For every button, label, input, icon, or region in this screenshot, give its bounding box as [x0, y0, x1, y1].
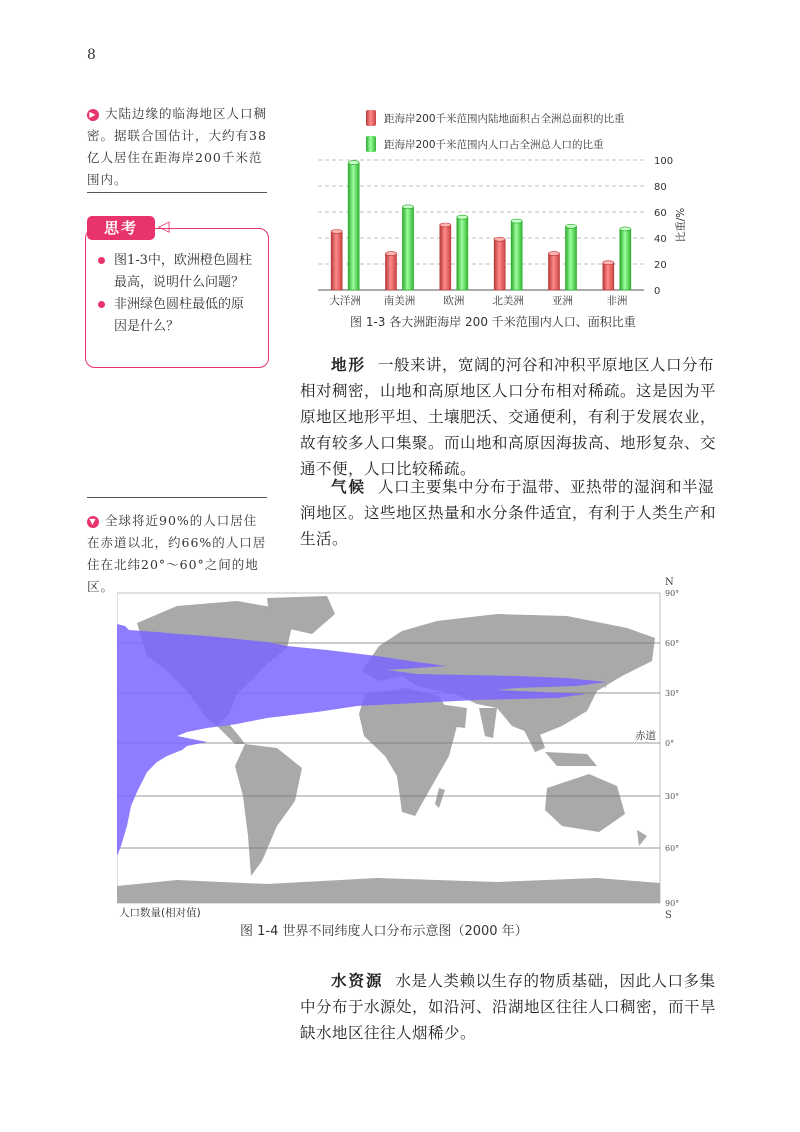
x-tick-label: 欧洲 [443, 295, 465, 307]
bar-area [494, 237, 505, 290]
bar-body [566, 226, 577, 290]
paragraph-text: 一般来讲，宽阔的河谷和冲积平原地区人口分布相对稠密，山地和高原地区人口分布相对稀疏。这是因为平原地区地形平坦、土壤肥沃、交通便利，有利于发展农业，故有较多人口集聚。而山地和高原因海拔高、地形复杂、交通不便，人口比较稀疏。 [300, 356, 717, 478]
latitude-label: 90° [665, 899, 680, 908]
bar-body [549, 254, 560, 290]
bar-chart [300, 100, 720, 340]
bar-body [403, 207, 414, 290]
bar-area [386, 252, 397, 290]
legend-label: 距海岸200千米范围内陆地面积占全洲总面积的比重 [384, 113, 625, 125]
paragraph-terrain [300, 352, 720, 482]
bar-body [603, 263, 614, 290]
bar-population [511, 219, 522, 290]
latitude-label: 30° [665, 792, 680, 801]
page-number: 8 [87, 47, 96, 63]
divider [87, 497, 267, 498]
legend-swatch [366, 110, 376, 126]
side-note-text: 大陆边缘的临海地区人口稠密。据联合国估计，大约有38亿人居住在距海岸200千米范围内。 [87, 106, 268, 187]
bar-cap [549, 252, 560, 256]
bar-cap [403, 205, 414, 209]
bar-cap [511, 219, 522, 223]
latitude-label: 60° [665, 639, 680, 648]
triangle-down-icon: ▼ [87, 516, 99, 528]
paragraph-text: 人口主要集中分布于温带、亚热带的湿润和半湿润地区。这些地区热量和水分条件适宜，有利于人类生产和生活。 [300, 478, 717, 548]
south-label: S [665, 910, 672, 921]
paragraph-climate [300, 474, 720, 552]
bar-body [457, 217, 468, 290]
latitude-label: 60° [665, 844, 680, 853]
bar-cap [620, 227, 631, 231]
bar-body [440, 225, 451, 290]
chart-title: 图 1-3 各大洲距海岸 200 千米范围内人口、面积比重 [350, 315, 636, 329]
side-note-text: 全球将近90%的人口居住在赤道以北，约66%的人口居住在北纬20°～60°之间的地区。 [87, 513, 267, 594]
bar-cap [494, 237, 505, 241]
y-tick-label: 60 [654, 208, 667, 219]
x-tick-label: 大洋洲 [329, 295, 361, 307]
keyword-terrain: 地形 [331, 356, 367, 374]
x-tick-label: 亚洲 [552, 295, 573, 307]
world-population-latitude-map [117, 576, 687, 921]
paragraph-water [300, 968, 720, 1046]
bar-cap [348, 161, 359, 165]
legend-label: 人口数量(相对值) [119, 907, 201, 919]
bar-area [603, 261, 614, 290]
bar-cap [603, 261, 614, 265]
side-note-coastal-population [87, 103, 267, 191]
bar-body [494, 239, 505, 290]
bar-cap [457, 215, 468, 219]
bar-body [386, 254, 397, 290]
think-question-list [96, 250, 256, 338]
bar-area [549, 252, 560, 290]
bar-cap [440, 223, 451, 227]
north-label: N [665, 577, 674, 588]
think-question: 图1-3中，欧洲橙色圆柱最高，说明什么问题？ [96, 250, 256, 294]
bar-cap [386, 252, 397, 256]
x-tick-label: 北美洲 [492, 295, 524, 307]
divider [87, 192, 267, 193]
bar-body [511, 221, 522, 290]
bar-population [620, 227, 631, 290]
y-tick-label: 100 [654, 156, 674, 167]
keyword-water: 水资源 [331, 972, 384, 990]
map-caption: 图 1-4 世界不同纬度人口分布示意图（2000 年） [240, 924, 528, 939]
y-tick-label: 80 [654, 182, 667, 193]
bar-cap [566, 224, 577, 228]
bar-cap [331, 230, 342, 234]
y-tick-label: 20 [654, 260, 667, 271]
bar-body [620, 229, 631, 290]
bar-population [348, 161, 359, 290]
legend-label: 距海岸200千米范围内人口占全洲总人口的比重 [384, 139, 604, 151]
equator-label: 赤道 [635, 730, 656, 742]
x-tick-label: 南美洲 [383, 295, 416, 307]
paragraph-text: 水是人类赖以生存的物质基础，因此人口多集中分布于水源处，如沿河、沿湖地区往往人口稠密，而干旱缺水地区往往人烟稀少。 [300, 972, 717, 1042]
bar-area [331, 230, 342, 291]
latitude-label: 90° [665, 589, 680, 598]
think-box-title: 思考 [87, 216, 155, 240]
keyword-climate: 气候 [331, 478, 367, 496]
y-axis-label: 比重/% [675, 207, 687, 243]
x-tick-label: 非洲 [606, 295, 628, 307]
think-question: 非洲绿色圆柱最低的原因是什么？ [96, 294, 256, 338]
y-tick-label: 0 [654, 286, 661, 297]
legend-swatch [366, 136, 376, 152]
antarctica [117, 878, 660, 903]
y-tick-label: 40 [654, 234, 667, 245]
latitude-label: 30° [665, 689, 680, 698]
arrow-left-icon: ◁ [158, 217, 170, 235]
bar-population [403, 205, 414, 290]
bar-population [457, 215, 468, 290]
bar-body [348, 163, 359, 290]
bar-population [566, 224, 577, 290]
latitude-label: 0° [665, 739, 675, 748]
bar-area [440, 223, 451, 290]
triangle-right-icon: ▶ [87, 109, 99, 121]
bar-body [331, 232, 342, 291]
